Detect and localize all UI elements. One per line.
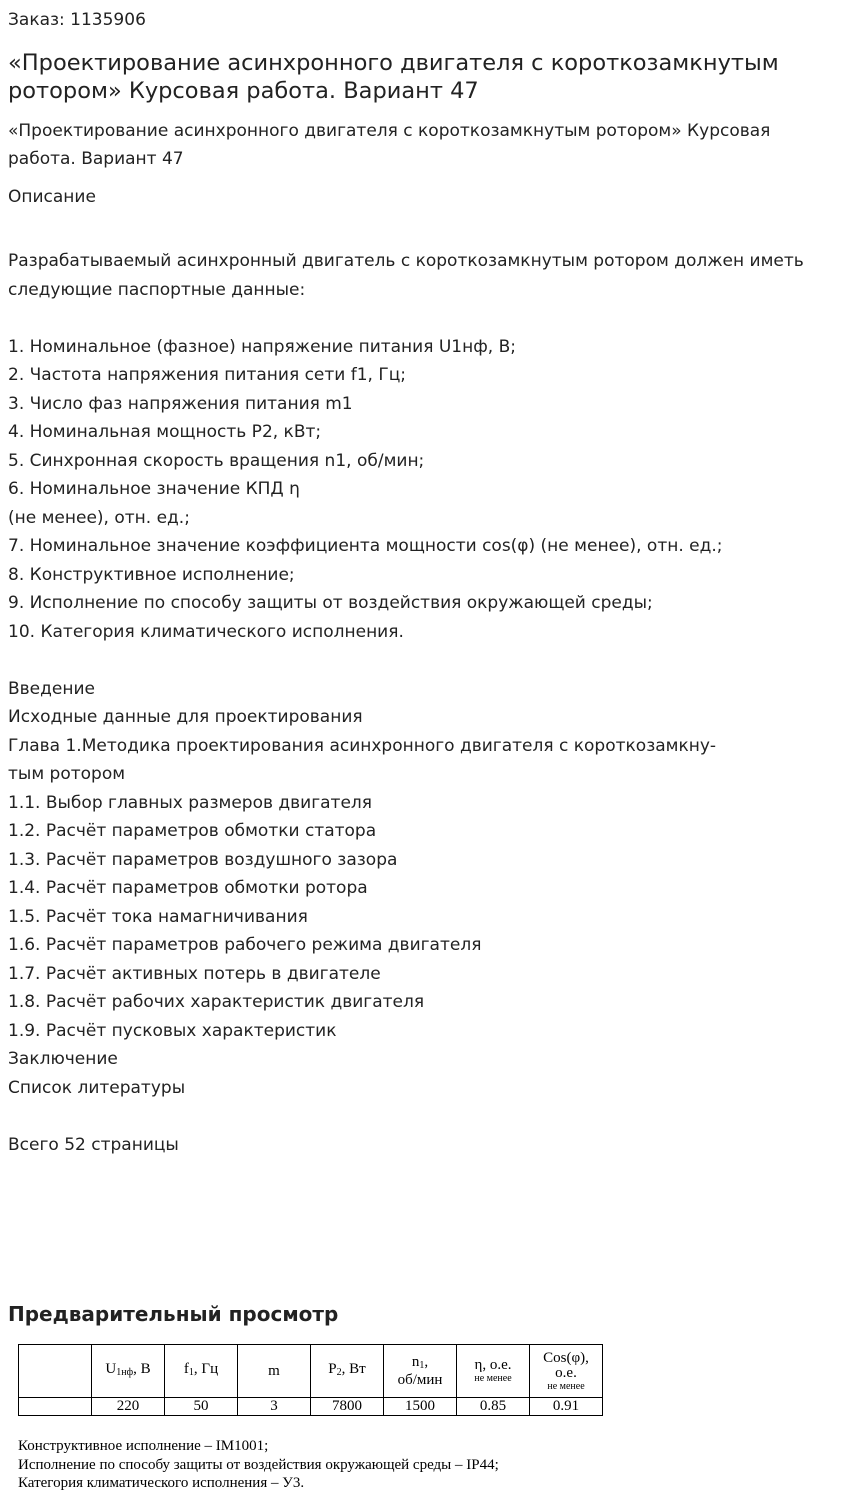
- passport-item: 5. Синхронная скорость вращения n1, об/мин;: [8, 450, 425, 471]
- table-row: [19, 1398, 603, 1416]
- passport-item: (не менее), отн. ед.;: [8, 507, 190, 528]
- contents-item: 1.5. Расчёт тока намагничивания: [8, 906, 308, 927]
- contents-item: 1.1. Выбор главных размеров двигателя: [8, 792, 373, 813]
- table-cell: 1500: [384, 1398, 457, 1416]
- contents-item: Исходные данные для проектирования: [8, 707, 363, 727]
- contents-item: Заключение: [8, 1049, 118, 1069]
- preview-heading: Предварительный просмотр: [8, 1302, 339, 1326]
- contents-item: 1.7. Расчёт активных потерь в двигателе: [8, 963, 381, 984]
- table-cell: 7800: [311, 1398, 384, 1416]
- passport-item: 2. Частота напряжения питания сети f1, Гц;: [8, 365, 407, 385]
- table-header-cos: Cos(φ), о.е. не менее: [530, 1345, 603, 1398]
- total-pages: Всего 52 страницы: [8, 1134, 179, 1155]
- spacer: [8, 1102, 843, 1131]
- table-header-m: m: [238, 1345, 311, 1398]
- table-cell: 220: [92, 1398, 165, 1416]
- passport-item: 6. Номинальное значение КПД η: [8, 479, 300, 499]
- contents-item: Введение: [8, 678, 95, 699]
- description-body: [8, 247, 843, 1159]
- table-header-cell-empty: [19, 1345, 92, 1398]
- subtitle: «Проектирование асинхронного двигателя с короткозамкнутым ротором» Курсовая работа. Вариант 47: [8, 121, 771, 169]
- note-line: Категория климатического исполнения – У3.: [18, 1475, 305, 1491]
- table-cell: [19, 1398, 92, 1416]
- intro-text: Разрабатываемый асинхронный двигатель с короткозамкнутым ротором должен иметь следующие паспортные данные:: [8, 251, 804, 300]
- table-header-f: $f_1$, Гц: [165, 1345, 238, 1398]
- order-number: Заказ: 1135906: [8, 10, 146, 30]
- table-header-u: $U_{1нф}$, В: [92, 1345, 165, 1398]
- contents-item: 1.8. Расчёт рабочих характеристик двигателя: [8, 992, 425, 1012]
- table-header-row: [19, 1345, 603, 1398]
- spacer: [8, 646, 843, 675]
- passport-item: 9. Исполнение по способу защиты от воздействия окружающей среды;: [8, 593, 653, 613]
- note-line: Конструктивное исполнение – IM1001;: [18, 1438, 269, 1454]
- spec-table: [18, 1344, 603, 1416]
- passport-item: 4. Номинальная мощность P2, кВт;: [8, 422, 322, 442]
- table-cell: 50: [165, 1398, 238, 1416]
- contents-item: Список литературы: [8, 1077, 186, 1098]
- passport-item: 3. Число фаз напряжения питания m1: [8, 393, 353, 414]
- note-line: Исполнение по способу защиты от воздействия окружающей среды – IP44;: [18, 1456, 499, 1473]
- passport-item: 1. Номинальное (фазное) напряжение питания U1нф, В;: [8, 336, 516, 357]
- table-cell: 0.85: [457, 1398, 530, 1416]
- passport-item: 10. Категория климатического исполнения.: [8, 621, 404, 642]
- contents-item: Глава 1.Методика проектирования асинхронного двигателя с короткозамкну-: [8, 735, 717, 756]
- table-header-eta: η, о.е. не менее: [457, 1345, 530, 1398]
- page-title: «Проектирование асинхронного двигателя с короткозамкнутым ротором» Курсовая работа. Вариант 47: [8, 50, 779, 104]
- table-cell: 0.91: [530, 1398, 603, 1416]
- contents-item: 1.9. Расчёт пусковых характеристик: [8, 1020, 337, 1041]
- table-header-n: $n_1$, об/мин: [384, 1345, 457, 1398]
- contents-item: 1.2. Расчёт параметров обмотки статора: [8, 821, 377, 841]
- table-cell: 3: [238, 1398, 311, 1416]
- preview-notes: [18, 1437, 499, 1493]
- contents-item: тым ротором: [8, 764, 126, 784]
- description-heading: Описание: [8, 187, 96, 207]
- contents-item: 1.6. Расчёт параметров рабочего режима двигателя: [8, 935, 482, 955]
- contents-item: 1.3. Расчёт параметров воздушного зазора: [8, 849, 398, 870]
- table-header-p: $P_2$, Вт: [311, 1345, 384, 1398]
- passport-item: 8. Конструктивное исполнение;: [8, 564, 295, 585]
- passport-item: 7. Номинальное значение коэффициента мощности cos(φ) (не менее), отн. ед.;: [8, 536, 723, 556]
- contents-item: 1.4. Расчёт параметров обмотки ротора: [8, 878, 368, 898]
- spacer: [8, 304, 843, 333]
